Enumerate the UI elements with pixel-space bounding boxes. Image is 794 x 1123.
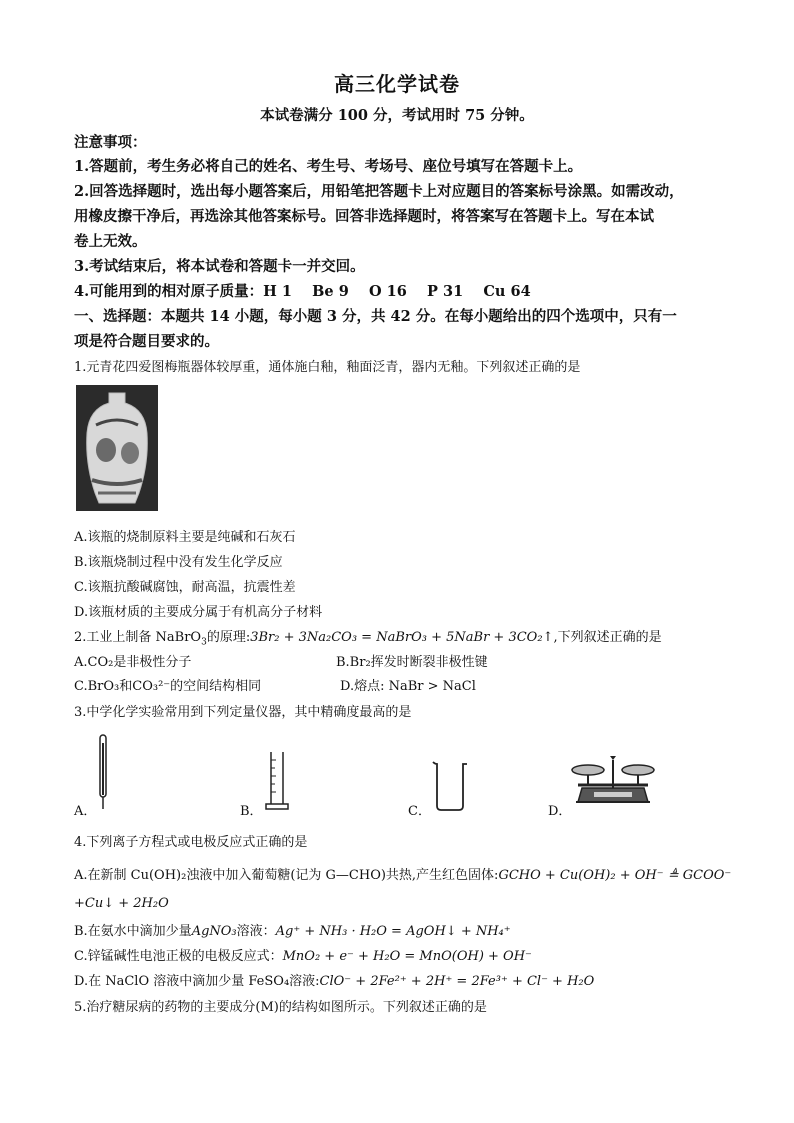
section-heading-line-2: 项是符合题目要求的。 [74,333,219,350]
q3-stem: 3.中学化学实验常用到下列定量仪器，其中精确度最高的是 [74,705,412,720]
page-title: 高三化学试卷 [334,72,460,96]
q4-option-a-line-1 [74,864,734,883]
note-2-line-1: 2.回答选择题时，选出每小题答案后，用铅笔把答题卡上对应题目的答案标号涂黑。如需改动， [74,183,684,200]
graduated-cylinder-icon [262,750,292,816]
q2-option-b: B.Br₂挥发时断裂非极性键 [336,655,488,670]
q4-option-c [74,945,734,964]
note-3: 3.考试结束后，将本试卷和答题卡一并交回。 [74,258,365,275]
q4-option-a-line-2: +Cu↓ + 2H₂O [74,896,169,911]
note-2-line-2: 用橡皮擦干净后，再选涂其他答案标号。回答非选择题时，将答案写在答题卡上。写在本试 [74,208,654,225]
q4-option-d [74,970,734,989]
q1-option-a: A.该瓶的烧制原料主要是纯碱和石灰石 [74,530,296,545]
q2-option-c: C.BrO₃和CO₃²⁻的空间结构相同 [74,679,262,694]
section-heading-line-1: 一、选择题：本题共 14 小题，每小题 3 分，共 42 分。在每小题给出的四个选项中，只有一 [74,308,677,325]
q4-option-c-equation: MnO₂ + e⁻ + H₂O = MnO(OH) + OH⁻ [282,949,532,964]
note-2-line-3: 卷上无效。 [74,233,147,250]
q4-option-c-text: C.锌锰碱性电池正极的电极反应式： [74,949,283,964]
q2-stem-prefix: 2.工业上制备 NaBrO [74,630,202,645]
vase-photo [76,385,158,511]
q1-option-d: D.该瓶材质的主要成分属于有机高分子材料 [74,605,323,620]
thermometer-icon [96,733,110,815]
q2-stem-mid: 的原理: [206,630,251,645]
q3-label-b: B． [240,804,263,819]
beaker-icon [430,760,470,816]
q5-stem: 5.治疗糖尿病的药物的主要成分(M)的结构如图所示。下列叙述正确的是 [74,1000,487,1015]
q2-option-d: D.熔点: NaBr > NaCl [340,679,476,694]
note-1: 1.答题前，考生务必将自己的姓名、考生号、考场号、座位号填写在答题卡上。 [74,158,583,175]
q1-option-b: B.该瓶烧制过程中没有发生化学反应 [74,555,283,570]
q3-label-d: D． [548,804,572,819]
q4-option-b-reagent: AgNO₃ [191,924,237,939]
q4-option-b-mid: 溶液： [236,924,276,939]
q4-stem: 4.下列离子方程式或电极反应式正确的是 [74,835,308,850]
notes-heading: 注意事项： [74,134,147,151]
q1-stem: 1.元青花四爱图梅瓶器体较厚重，通体施白釉，釉面泛青，器内无釉。下列叙述正确的是 [74,360,581,375]
q3-label-c: C． [408,804,431,819]
q4-option-b-text: B.在氨水中滴加少量 [74,924,192,939]
page-subtitle: 本试卷满分 100 分，考试用时 75 分钟。 [260,107,534,124]
q4-option-d-text: D.在 NaClO 溶液中滴加少量 FeSO₄溶液: [74,974,320,989]
q4-option-a-text: A.在新制 Cu(OH)₂浊液中加入葡萄糖(记为 G—CHO)共热,产生红色固体: [74,868,499,883]
q3-label-a: A． [74,804,97,819]
q2-stem: 2.工业上制备 NaBrO$_3$的原理:3Br₂ + 3Na₂CO₃ = NaBrO₃ + 5NaBr + 3CO₂↑,下列叙述正确的是 [74,630,662,648]
q2-option-a: A.CO₂是非极性分子 [74,655,192,670]
balance-scale-icon [570,752,656,816]
q4-option-b [74,920,734,939]
note-4: 4.可能用到的相对原子质量：H 1 Be 9 O 16 P 31 Cu 64 [74,283,531,300]
q2-equation: 3Br₂ + 3Na₂CO₃ = NaBrO₃ + 5NaBr + 3CO₂↑ [250,630,554,645]
q4-option-a-equation: GCHO + Cu(OH)₂ + OH⁻ ≜ GCOO⁻ [498,868,732,883]
q4-option-d-equation: ClO⁻ + 2Fe²⁺ + 2H⁺ = 2Fe³⁺ + Cl⁻ + H₂O [319,974,595,989]
q1-option-c: C.该瓶抗酸碱腐蚀，耐高温，抗震性差 [74,580,296,595]
q4-option-b-equation: Ag⁺ + NH₃ · H₂O = AgOH↓ + NH₄⁺ [275,924,511,939]
q2-stem-suffix: ,下列叙述正确的是 [553,630,662,645]
